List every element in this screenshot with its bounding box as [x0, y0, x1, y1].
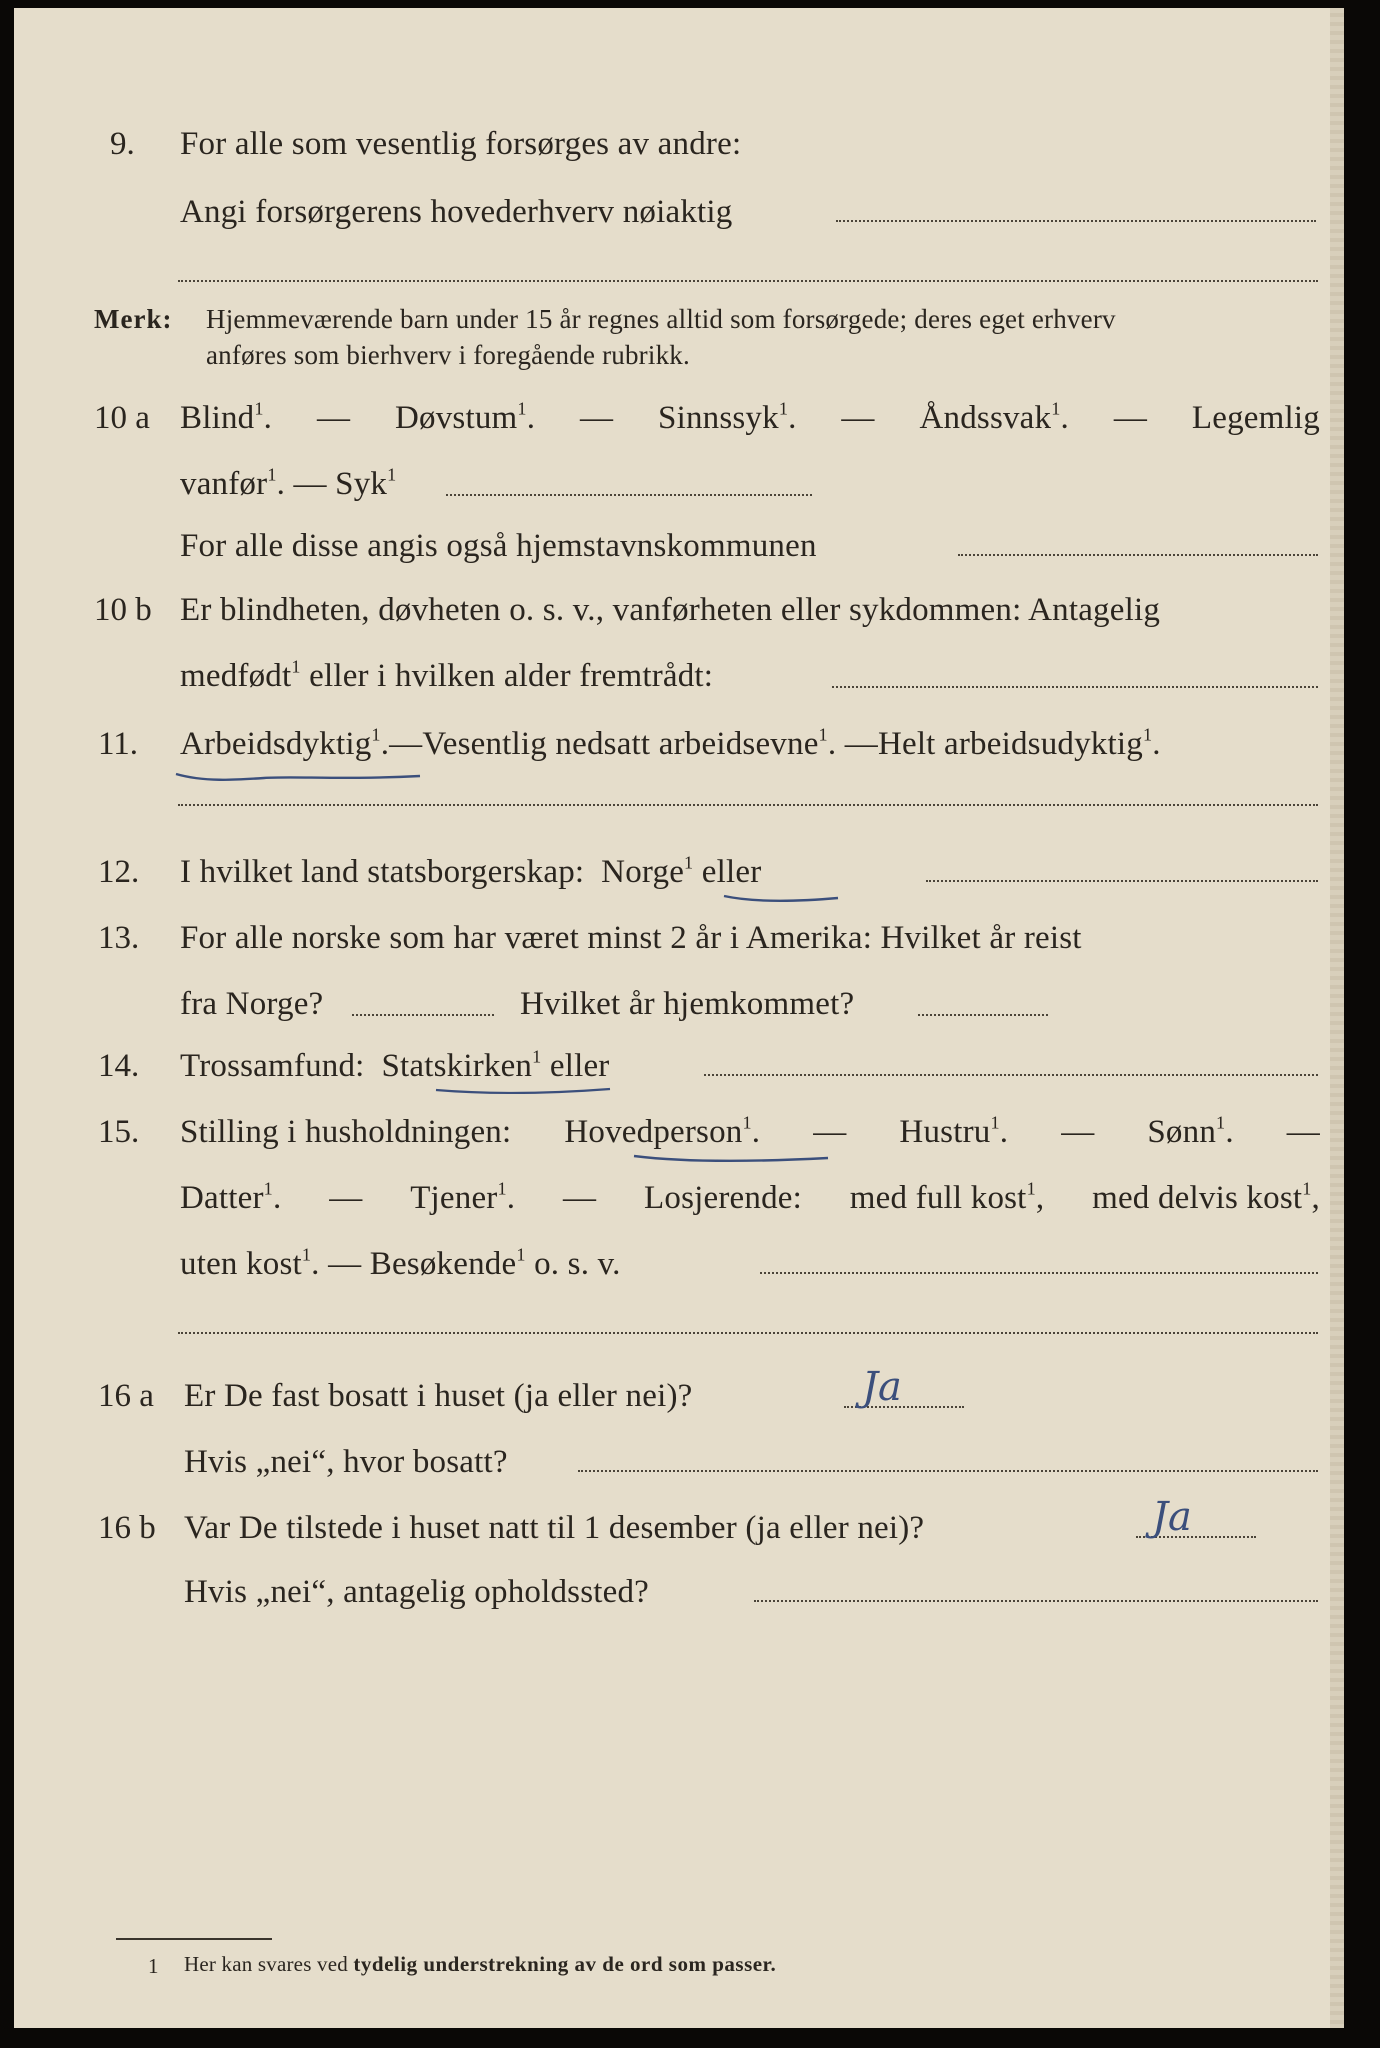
question-9-answer-field[interactable] — [836, 220, 1316, 222]
option-datter[interactable]: Datter$^1$. — [180, 1178, 282, 1216]
question-15-line3: uten kost$^1$. — Besøkende$^1$ o. s. v. — [180, 1244, 621, 1282]
question-14-number: 14. — [98, 1048, 140, 1084]
question-9-number: 9. — [110, 126, 135, 162]
option-delvis-kost[interactable]: med delvis kost$^1$, — [1092, 1178, 1320, 1216]
question-13-line1: For alle norske som har været minst 2 år i Amerika: Hvilket år reist — [180, 920, 1082, 956]
question-10a-line3: For alle disse angis også hjemstavnskommunen — [180, 528, 817, 564]
option-legemlig[interactable]: Legemlig — [1191, 400, 1320, 436]
dash: — — [563, 1180, 597, 1216]
footnote-mark: 1 — [148, 1954, 159, 1978]
question-15-answer-line2[interactable] — [178, 1332, 1318, 1334]
losjerende-label: Losjerende: — [644, 1180, 802, 1216]
question-9-answer-line2[interactable] — [178, 280, 1318, 282]
merk-line2: anføres som bierhverv i foregående rubrikk. — [206, 340, 690, 370]
option-dovstum[interactable]: Døvstum$^1$. — [394, 398, 536, 436]
question-10b-number: 10 b — [94, 592, 152, 628]
question-16b-number: 16 b — [98, 1510, 156, 1546]
merk-line1: Hjemmeværende barn under 15 år regnes alltid som forsørgede; deres eget erhverv — [206, 304, 1116, 334]
option-syk[interactable]: Syk$^1$ — [335, 464, 397, 502]
question-16a-number: 16 a — [98, 1378, 154, 1414]
question-11-options — [180, 726, 1161, 763]
option-hustru[interactable]: Hustru$^1$. — [899, 1112, 1009, 1150]
question-15-label: Stilling i husholdningen: — [180, 1114, 512, 1150]
dash: — — [1286, 1114, 1320, 1150]
dash: — — [316, 400, 351, 436]
merk-label: Merk: — [94, 304, 173, 334]
question-13-hjemkommet: Hvilket år hjemkommet? — [520, 986, 855, 1022]
dash: — — [328, 1246, 362, 1282]
option-sinnssyk[interactable]: Sinnssyk$^1$. — [658, 398, 797, 436]
question-10a-line1 — [180, 400, 1320, 437]
dash: — — [579, 400, 614, 436]
option-arbeidsudyktig[interactable]: Helt arbeidsudyktig$^1$. — [877, 724, 1161, 762]
question-16a-handwritten-answer: Ja — [862, 1364, 902, 1410]
question-9-line1: For alle som vesentlig forsørges av andre: — [180, 126, 742, 162]
question-10b-line2: medfødt$^1$ eller i hvilken alder fremtrådt: — [180, 656, 714, 694]
question-16b-handwritten-answer: Ja — [1152, 1494, 1192, 1540]
option-vanfor[interactable]: vanfør$^1$. — [180, 464, 286, 502]
question-13-hjemkommet-field[interactable] — [918, 1014, 1048, 1016]
handwritten-underline-hovedperson — [632, 1152, 832, 1166]
option-norge[interactable]: Norge$^1$ — [601, 852, 694, 890]
option-uten-kost[interactable]: uten kost$^1$. — [180, 1244, 320, 1282]
question-12-answer-field[interactable] — [926, 880, 1318, 882]
census-form-page — [14, 8, 1344, 2028]
option-nedsatt-arbeidsevne[interactable]: Vesentlig nedsatt arbeidsevne$^1$. — [422, 724, 837, 762]
option-blind[interactable]: Blind$^1$. — [180, 398, 273, 436]
option-besokende[interactable]: Besøkende$^1$ — [369, 1244, 526, 1282]
option-andssvak[interactable]: Åndssvak$^1$. — [919, 398, 1069, 436]
question-16b-followup: Hvis „nei“, antagelig opholdssted? — [184, 1574, 650, 1610]
question-11-answer-line[interactable] — [178, 804, 1318, 806]
question-10b-answer-field[interactable] — [832, 686, 1318, 688]
question-14-text: Trossamfund: Statskirken$^1$ eller — [180, 1046, 610, 1084]
question-15-line1 — [180, 1114, 1320, 1151]
question-16b-followup-field[interactable] — [754, 1600, 1318, 1602]
footnote-text: Her kan svares ved tydelig understrekning av de ord som passer. — [184, 1952, 777, 1976]
option-tjener[interactable]: Tjener$^1$. — [410, 1178, 516, 1216]
option-sonn[interactable]: Sønn$^1$. — [1147, 1112, 1234, 1150]
question-12-text: I hvilket land statsborgerskap: Norge$^1$ eller — [180, 852, 762, 890]
option-hovedperson[interactable]: Hovedperson$^1$. — [564, 1112, 761, 1150]
question-13-fra-norge: fra Norge? — [180, 986, 324, 1022]
dash: — — [841, 400, 875, 436]
question-10b-line1: Er blindheten, døvheten o. s. v., vanførheten eller sykdommen: Antagelig — [180, 592, 1161, 628]
option-medfodt[interactable]: medfødt$^1$ — [180, 656, 301, 694]
question-16a-question: Er De fast bosatt i huset (ja eller nei)? — [184, 1378, 693, 1414]
question-11-number: 11. — [98, 726, 139, 762]
dash: — — [1061, 1114, 1095, 1150]
option-statskirken[interactable]: Statskirken$^1$ — [381, 1046, 542, 1084]
question-16a-followup-field[interactable] — [578, 1470, 1318, 1472]
dash: — — [813, 1114, 847, 1150]
question-15-number: 15. — [98, 1114, 140, 1150]
option-arbeidsdyktig[interactable]: Arbeidsdyktig$^1$. — [180, 724, 390, 762]
handwritten-underline-statskirken — [434, 1084, 614, 1098]
question-16b-question: Var De tilstede i huset natt til 1 desember (ja eller nei)? — [184, 1510, 925, 1546]
dash: — — [1113, 400, 1148, 436]
question-13-number: 13. — [98, 920, 140, 956]
dash: — — [293, 466, 327, 502]
question-9-line2: Angi forsørgerens hovederhverv nøiaktig — [180, 194, 733, 230]
question-10a-line2 — [180, 466, 396, 503]
question-10a-hjemstavn-field[interactable] — [958, 554, 1318, 556]
question-10a-syk-field[interactable] — [446, 494, 812, 496]
perforated-edge — [1330, 8, 1344, 2028]
question-14-answer-field[interactable] — [704, 1074, 1318, 1076]
question-15-line2 — [180, 1180, 1320, 1217]
question-15-answer-field[interactable] — [760, 1272, 1318, 1274]
handwritten-underline-arbeidsdyktig — [174, 768, 424, 786]
option-full-kost[interactable]: med full kost$^1$, — [849, 1178, 1045, 1216]
handwritten-underline-norge — [722, 892, 842, 906]
question-12-number: 12. — [98, 854, 140, 890]
question-13-reist-field[interactable] — [352, 1014, 494, 1016]
footnote-divider — [116, 1938, 272, 1940]
dash: — — [329, 1180, 363, 1216]
question-16a-followup: Hvis „nei“, hvor bosatt? — [184, 1444, 508, 1480]
question-10a-number: 10 a — [94, 400, 150, 436]
dash: — — [844, 726, 878, 762]
dash: — — [389, 726, 423, 762]
